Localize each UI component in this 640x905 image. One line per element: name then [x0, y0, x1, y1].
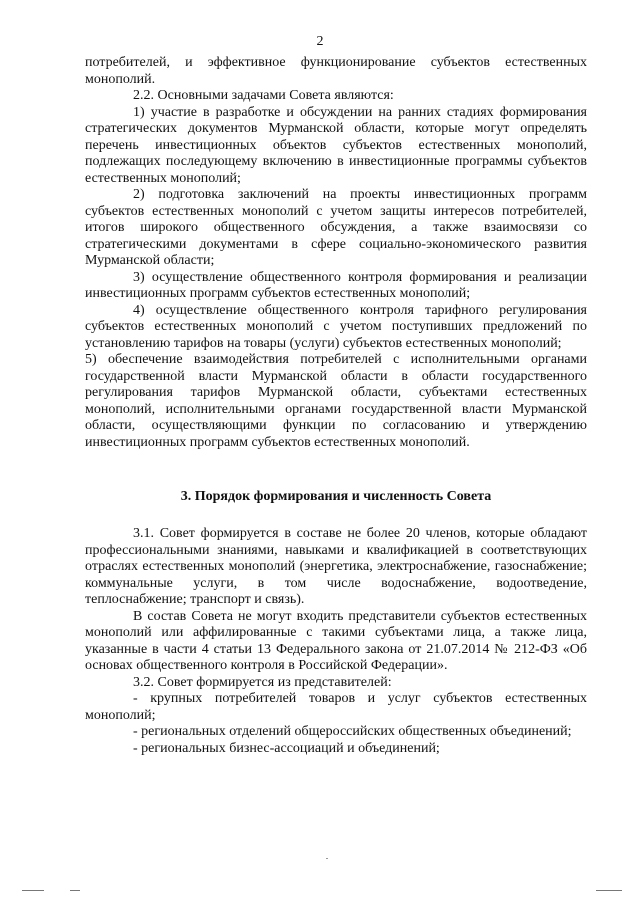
paragraph: 2) подготовка заключений на проекты инвестиционных программ субъектов естественных монополий с учетом защиты интересов потребителей, итогов широкого общественного обсуждения, а также взаимосвязи со стратегическими документами в сфере социально-экономического развития Мурманской области; [85, 187, 587, 268]
paragraph: 4) осуществление общественного контроля тарифного регулирования субъектов естественных монополий с учетом поступивших предложений по установлению тарифов на товары (услуги) субъектов естественных монополий; [85, 302, 587, 351]
section-heading: 3. Порядок формирования и численность Совета [180, 489, 492, 504]
paragraph: - региональных бизнес-ассоциаций и объединений; [133, 740, 440, 756]
paragraph: 2.2. Основными задачами Совета являются: [133, 88, 394, 103]
scan-mark [22, 890, 44, 891]
scan-mark [70, 890, 80, 891]
formation-section [85, 526, 587, 757]
paragraph: 3.1. Совет формируется в составе не более 20 членов, которые обладают профессиональными знаниями, навыками и квалификацией в соответствующих отраслях естественных монополий (энергетика, электроснабжение, газоснабжение; коммунальные услуги, в том числе водоснабжение, водоотведение, теплоснабжение; транспорт и связь). [85, 526, 587, 607]
tasks-section [85, 55, 587, 451]
scan-mark [596, 890, 622, 891]
document-body [85, 55, 587, 757]
paragraph: потребителей, и эффективное функционирование субъектов естественных монополий. [85, 55, 587, 87]
paragraph: - крупных потребителей товаров и услуг субъектов естественных монополий; [85, 691, 587, 723]
paragraph: 5) обеспечение взаимодействия потребителей с исполнительными органами государственной власти Мурманской области в области государственного регулирования тарифов Мурманской области, субъектами естественных монополий, исполнительными органами государственной власти Мурманской области, осуществляющими функции по согласованию и утверждению инвестиционных программ субъектов естественных монополий. [85, 352, 587, 450]
paragraph: 3.2. Совет формируется из представителей: [133, 674, 392, 690]
paragraph: 1) участие в разработке и обсуждении на ранних стадиях формирования стратегических документов Мурманской области, которые могут определять перечень инвестиционных объектов субъектов естественных монополий, подлежащих последующему включению в инвестиционные программы субъектов естественных монополий; [85, 104, 587, 186]
page-number: 2 [316, 34, 324, 49]
paragraph: - региональных отделений общероссийских общественных объединений; [133, 724, 572, 739]
scan-speck [326, 858, 328, 859]
paragraph: В состав Совета не могут входить представители субъектов естественных монополий или аффилированные с такими субъектами лица, а также лица, указанные в части 4 статьи 13 Федерального закона от 21.07.2014 № 212-ФЗ «Об основах общественного контроля в Российской Федерации». [85, 608, 587, 673]
paragraph: 3) осуществление общественного контроля формирования и реализации инвестиционных программ субъектов естественных монополий; [85, 269, 587, 301]
scan-footer-marks [0, 880, 640, 900]
